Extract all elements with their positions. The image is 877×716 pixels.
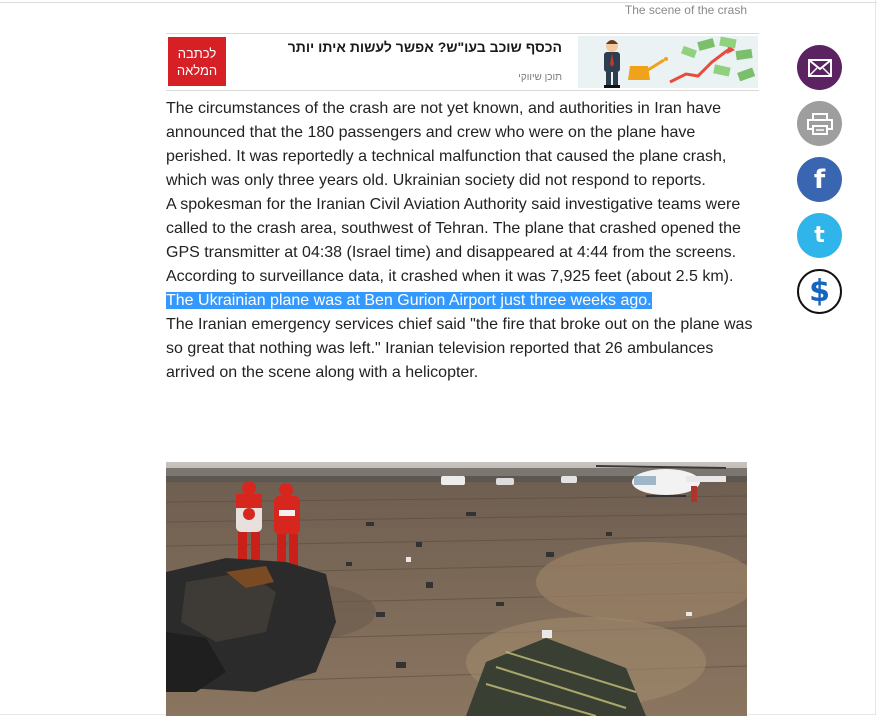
article-paragraph: The circumstances of the crash are not yet known, and authorities in Iran have announced that the 180 passengers and crew who were on the plane have perished. It was reportedly a technical malfunction that caused the plane crash, which was only three years old. Ukrainian society did not respond to reports. — [166, 100, 727, 189]
printer-icon — [807, 113, 833, 135]
envelope-icon — [808, 59, 832, 77]
article-paragraph: The Iranian emergency services chief said "the fire that broke out on the plane was so great that nothing was left." Iranian television reported that 26 ambulances arrived on the scene along with a helicopter. — [166, 316, 753, 381]
article-text: A spokesman for the Iranian Civil Aviation Authority said investigative teams were called to the crash area, southwest of Tehran. The plane that crashed opened the GPS transmitter at 04:38 (Israel time) and disappeared at 4:44 from the screens. According to surveillance data, it crashed when it was 7,925 feet (about 2.5 km). — [166, 196, 741, 285]
twitter-share-button[interactable] — [797, 213, 842, 258]
article-body — [166, 97, 764, 385]
facebook-icon: f — [813, 164, 826, 195]
dollar-button[interactable] — [797, 269, 842, 314]
photo-caption: The scene of the crash — [624, 3, 747, 17]
print-button[interactable] — [797, 101, 842, 146]
email-share-button[interactable] — [797, 45, 842, 90]
twitter-icon: t — [814, 223, 825, 248]
article-paragraph — [166, 193, 764, 313]
facebook-share-button[interactable] — [797, 157, 842, 202]
dollar-icon: $ — [809, 274, 830, 309]
ad-headline[interactable]: הכסף שוכב בעו"ש? אפשר לעשות איתו יותר — [287, 39, 562, 55]
crash-scene-photo — [166, 462, 747, 716]
sponsored-ad-banner[interactable] — [166, 33, 759, 91]
selected-text-highlight[interactable]: The Ukrainian plane was at Ben Gurion Airport just three weeks ago. — [166, 292, 652, 309]
ad-sponsored-label: תוכן שיווקי — [518, 72, 562, 83]
ad-image[interactable] — [578, 36, 758, 88]
ad-read-more-button[interactable]: לכתבה המלאה — [168, 37, 226, 86]
